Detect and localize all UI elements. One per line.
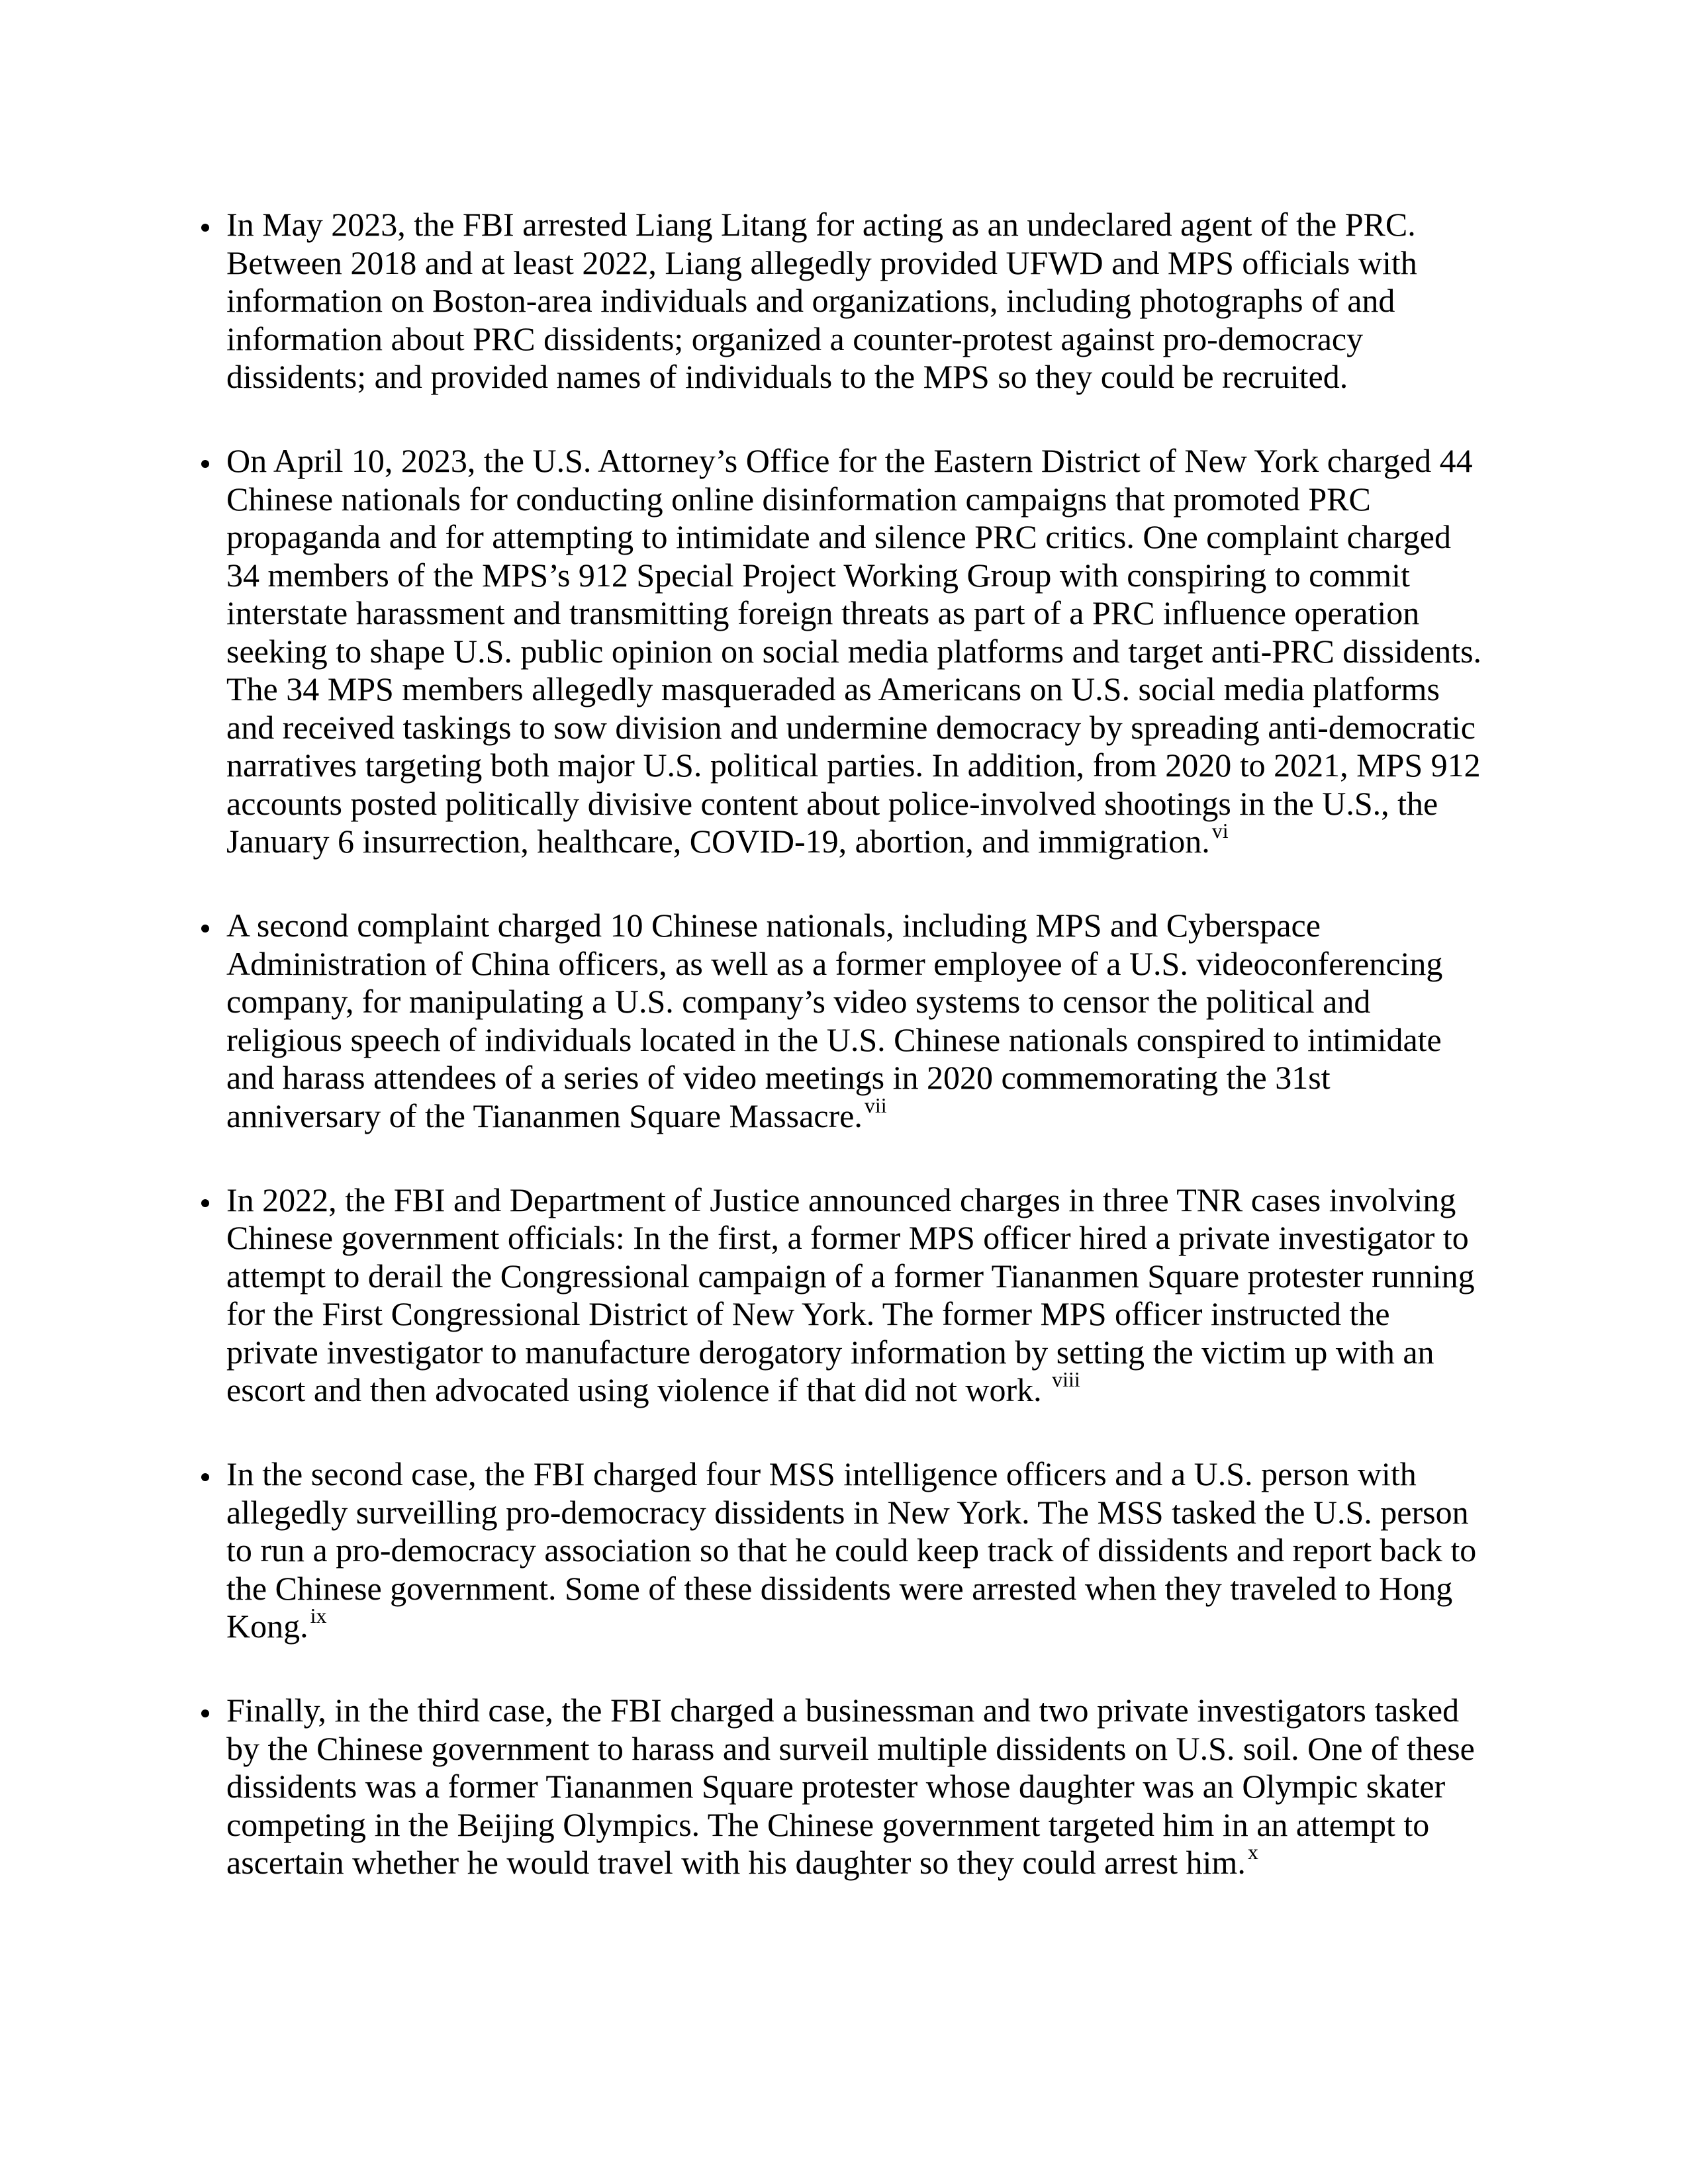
line-text: escort and then advocated using violence if that did not work. bbox=[226, 1371, 1051, 1408]
paragraph-line: and received taskings to sow division and undermine democracy by spreading anti-democratic bbox=[226, 708, 1476, 746]
bullet-item-third-case bbox=[0, 1692, 1688, 1882]
bullet-paragraph bbox=[226, 442, 1688, 861]
endnote-reference[interactable]: vi bbox=[1211, 819, 1229, 842]
paragraph-line: A second complaint charged 10 Chinese nationals, including MPS and Cyberspace bbox=[226, 907, 1321, 944]
paragraph-line: private investigator to manufacture derogatory information by setting the victim up with an bbox=[226, 1333, 1434, 1371]
paragraph-line: the Chinese government. Some of these dissidents were arrested when they traveled to Hong bbox=[226, 1569, 1453, 1607]
paragraph-line: attempt to derail the Congressional campaign of a former Tiananmen Square protester running bbox=[226, 1257, 1475, 1295]
paragraph-line: interstate harassment and transmitting foreign threats as part of a PRC influence operation bbox=[226, 594, 1420, 631]
endnote-reference[interactable]: viii bbox=[1052, 1367, 1080, 1391]
paragraph-line: for the First Congressional District of New York. The former MPS officer instructed the bbox=[226, 1295, 1390, 1332]
paragraph-line: Chinese nationals for conducting online disinformation campaigns that promoted PRC bbox=[226, 480, 1371, 518]
paragraph-line: Between 2018 and at least 2022, Liang allegedly provided UFWD and MPS officials with bbox=[226, 244, 1417, 281]
endnote-reference[interactable]: vii bbox=[864, 1093, 887, 1117]
paragraph-line: propaganda and for attempting to intimidate and silence PRC critics. One complaint charged bbox=[226, 518, 1451, 555]
paragraph-line: by the Chinese government to harass and surveil multiple dissidents on U.S. soil. One of these bbox=[226, 1729, 1475, 1767]
bullet-icon bbox=[201, 460, 209, 468]
endnote-reference[interactable]: x bbox=[1247, 1840, 1258, 1864]
paragraph-line: religious speech of individuals located in the U.S. Chinese nationals conspired to intimidate bbox=[226, 1021, 1442, 1058]
paragraph-line bbox=[226, 1367, 1688, 1410]
bullet-item-liang-litang-arrest bbox=[0, 206, 1688, 396]
paragraph-line: 34 members of the MPS’s 912 Special Project Working Group with conspiring to commit bbox=[226, 556, 1410, 594]
line-text: ascertain whether he would travel with his daughter so they could arrest him. bbox=[226, 1844, 1246, 1881]
endnote-reference[interactable]: ix bbox=[310, 1604, 327, 1627]
paragraph-line: In May 2023, the FBI arrested Liang Litang for acting as an undeclared agent of the PRC. bbox=[226, 206, 1416, 243]
bullet-paragraph bbox=[226, 1692, 1688, 1882]
bullet-item-second-case bbox=[0, 1455, 1688, 1646]
bullet-icon bbox=[201, 224, 209, 232]
bullet-item-second-complaint bbox=[0, 907, 1688, 1135]
paragraph-line: Chinese government officials: In the first, a former MPS officer hired a private investigator to bbox=[226, 1219, 1469, 1256]
bullet-icon bbox=[201, 1199, 209, 1207]
paragraph-line: competing in the Beijing Olympics. The Chinese government targeted him in an attempt to bbox=[226, 1805, 1430, 1843]
paragraph-line bbox=[226, 819, 1688, 861]
bullet-paragraph bbox=[226, 1455, 1688, 1646]
paragraph-line: The 34 MPS members allegedly masqueraded as Americans on U.S. social media platforms bbox=[226, 670, 1440, 707]
bullet-icon bbox=[201, 1473, 209, 1481]
paragraph-line: seeking to shape U.S. public opinion on social media platforms and target anti-PRC dissidents. bbox=[226, 632, 1482, 670]
paragraph-line: and harass attendees of a series of video meetings in 2020 commemorating the 31st bbox=[226, 1059, 1331, 1096]
paragraph-line: dissidents; and provided names of individuals to the MPS so they could be recruited. bbox=[226, 358, 1348, 395]
paragraph-line: narratives targeting both major U.S. political parties. In addition, from 2020 to 2021, MPS 912 bbox=[226, 747, 1481, 784]
paragraph-line: to run a pro-democracy association so that he could keep track of dissidents and report back to bbox=[226, 1531, 1477, 1569]
paragraph-line: In the second case, the FBI charged four MSS intelligence officers and a U.S. person with bbox=[226, 1455, 1417, 1492]
bullet-item-edny-charges bbox=[0, 442, 1688, 861]
paragraph-line: information about PRC dissidents; organized a counter-protest against pro-democracy bbox=[226, 320, 1364, 357]
bullet-list bbox=[0, 206, 1688, 1928]
bullet-icon bbox=[201, 1709, 209, 1717]
paragraph-line: Administration of China officers, as well as a former employee of a U.S. videoconferencing bbox=[226, 944, 1443, 982]
paragraph-line: Finally, in the third case, the FBI charged a businessman and two private investigators tasked bbox=[226, 1692, 1460, 1729]
paragraph-line: information on Boston-area individuals and organizations, including photographs of and bbox=[226, 282, 1395, 319]
paragraph-line bbox=[226, 1093, 1688, 1136]
bullet-icon bbox=[201, 925, 209, 933]
paragraph-line: dissidents was a former Tiananmen Square protester whose daughter was an Olympic skater bbox=[226, 1768, 1446, 1805]
bullet-paragraph bbox=[226, 907, 1688, 1135]
line-text: January 6 insurrection, healthcare, COVID-19, abortion, and immigration. bbox=[226, 823, 1210, 860]
line-text: anniversary of the Tiananmen Square Massacre. bbox=[226, 1097, 863, 1134]
paragraph-line: In 2022, the FBI and Department of Justice announced charges in three TNR cases involving bbox=[226, 1181, 1456, 1218]
line-text: Kong. bbox=[226, 1608, 308, 1645]
paragraph-line bbox=[226, 1840, 1688, 1882]
paragraph-line: accounts posted politically divisive content about police-involved shootings in the U.S., the bbox=[226, 784, 1438, 822]
paragraph-line: On April 10, 2023, the U.S. Attorney’s Office for the Eastern District of New York charged 44 bbox=[226, 442, 1473, 479]
paragraph-line bbox=[226, 1604, 1688, 1646]
paragraph-line: allegedly surveilling pro-democracy dissidents in New York. The MSS tasked the U.S. person bbox=[226, 1493, 1469, 1531]
bullet-paragraph bbox=[226, 206, 1688, 396]
bullet-paragraph bbox=[226, 1181, 1688, 1410]
paragraph-line: company, for manipulating a U.S. company’s video systems to censor the political and bbox=[226, 983, 1371, 1020]
bullet-item-2022-tnr-cases bbox=[0, 1181, 1688, 1410]
